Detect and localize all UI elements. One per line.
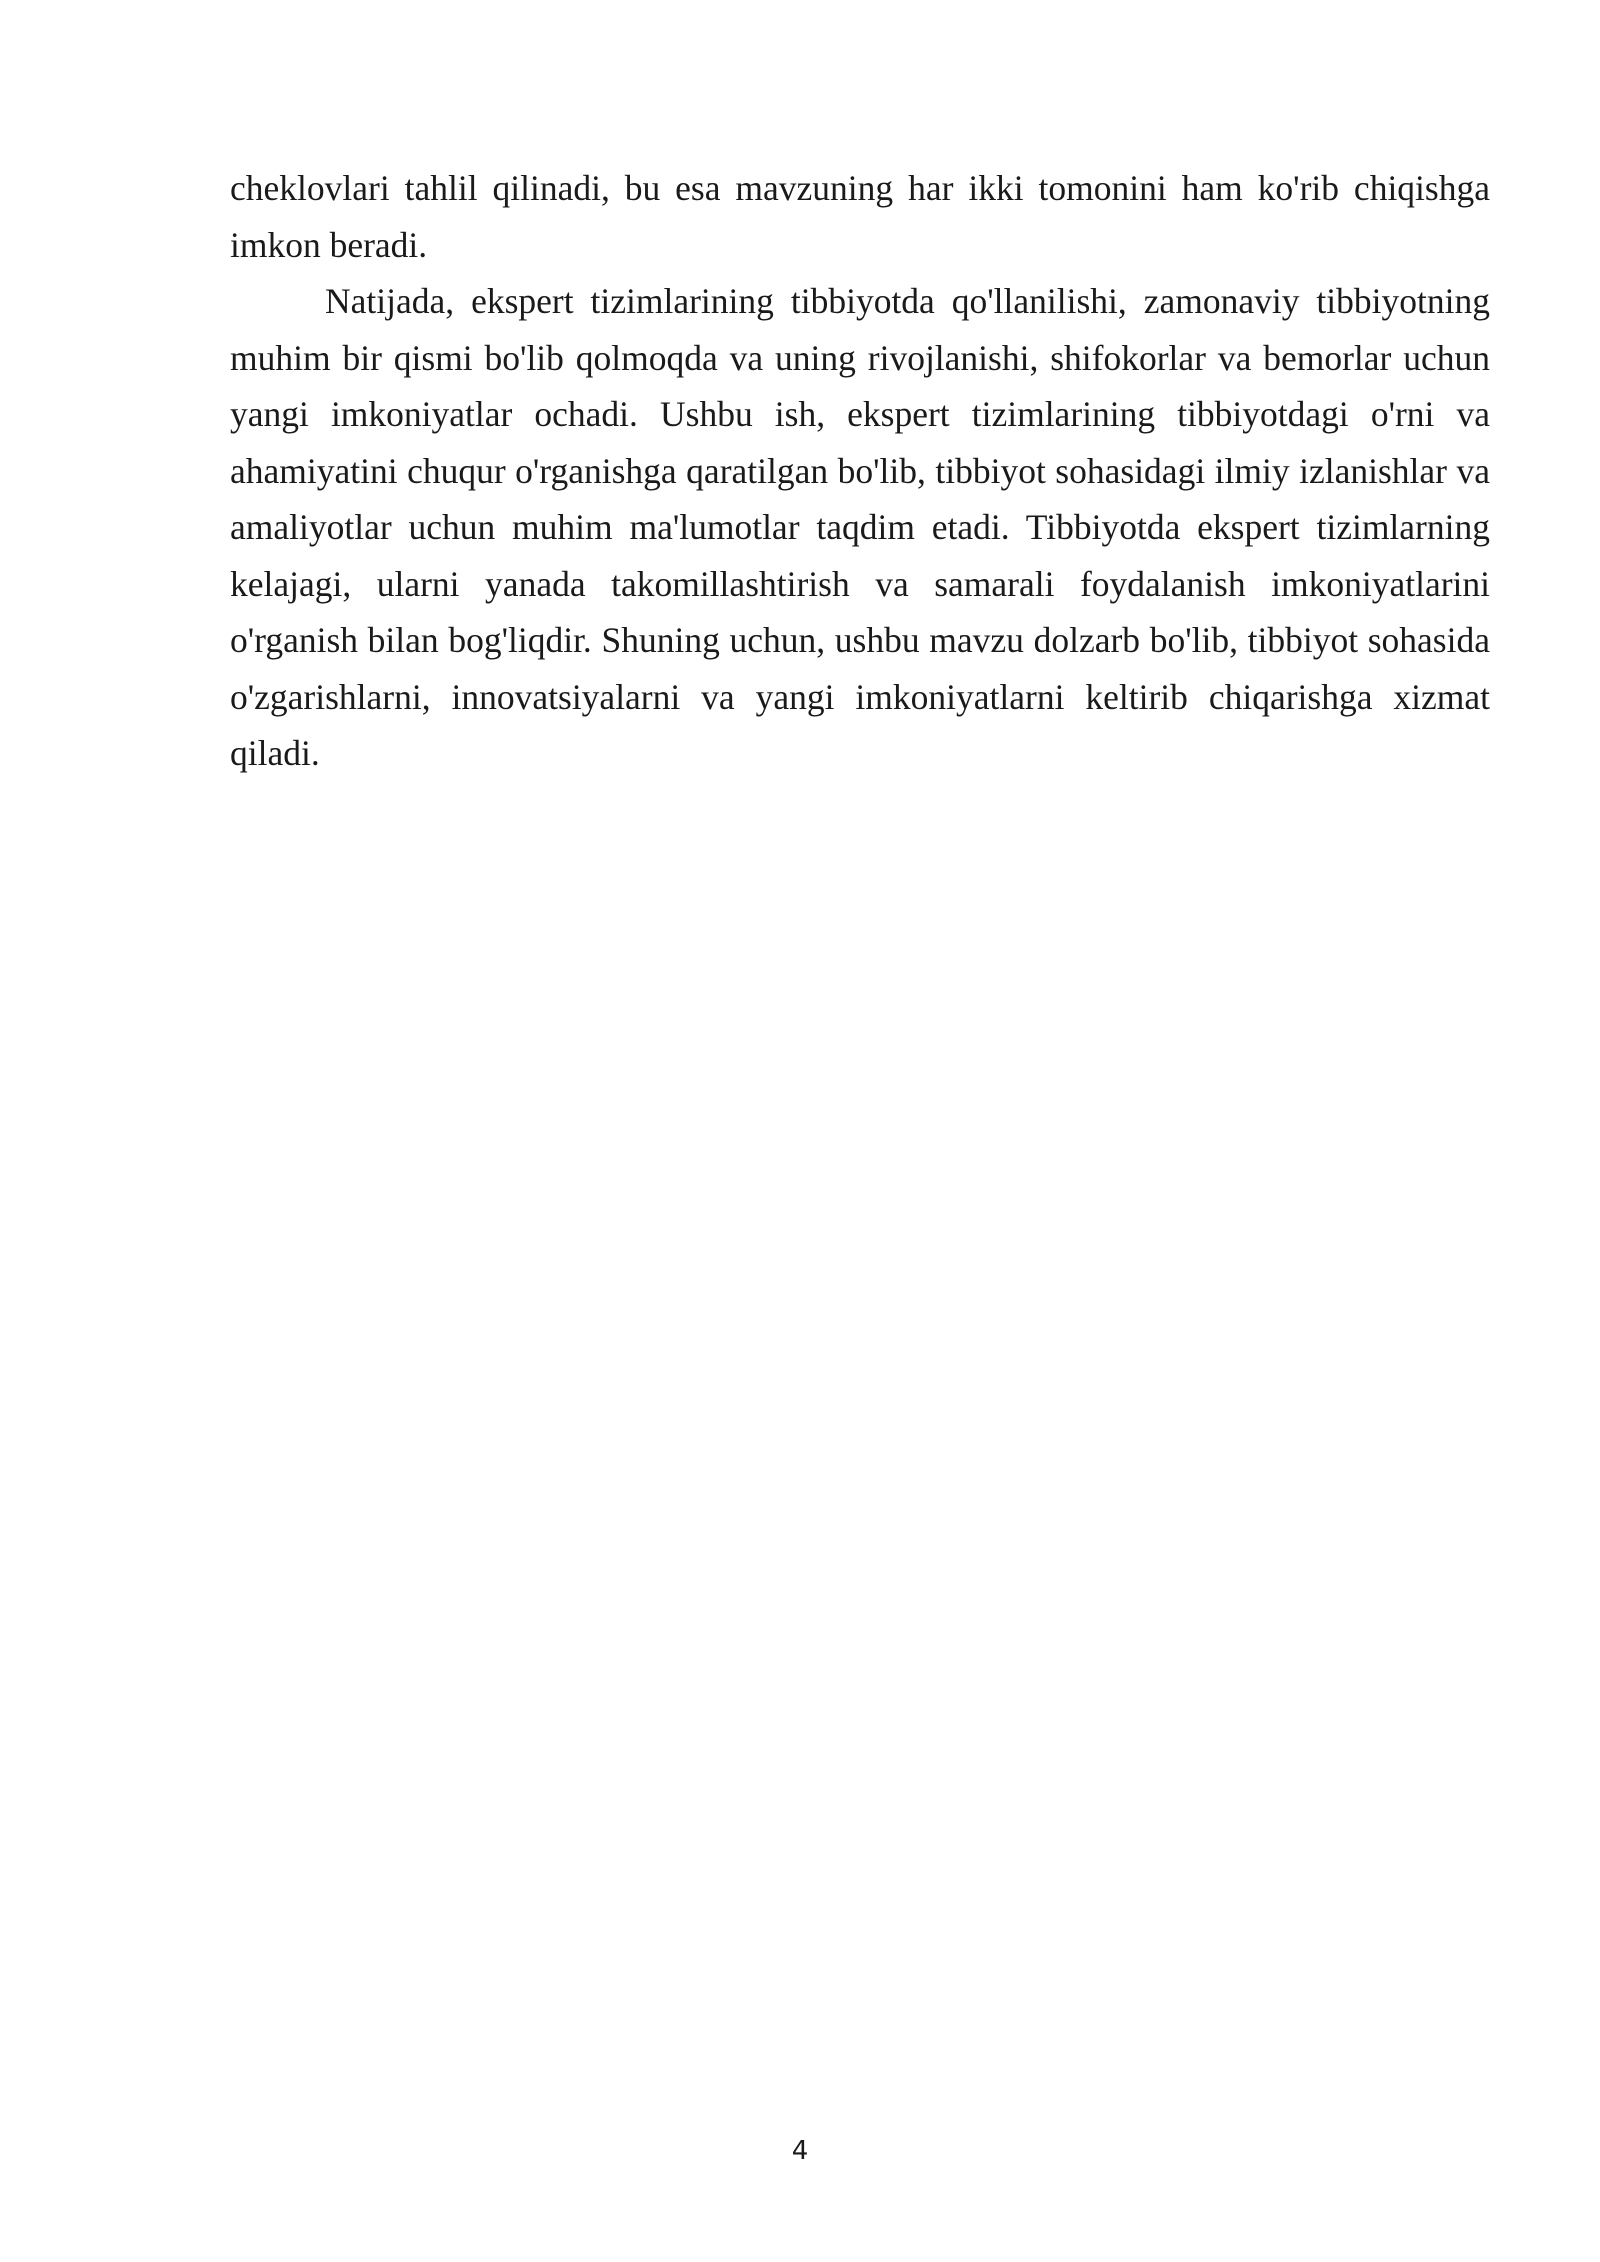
paragraph-continuation: cheklovlari tahlil qilinadi, bu esa mavzuning har ikki tomonini ham ko'rib chiqishga imkon beradi. [230, 168, 1490, 265]
body-text [230, 160, 1490, 782]
page-number: 4 [791, 2136, 809, 2166]
paragraph-conclusion: Natijada, ekspert tizimlarining tibbiyotda qo'llanilishi, zamonaviy tibbiyotning muhim bir qismi bo'lib qolmoqda va uning rivojlanishi, shifokorlar va bemorlar uchun yangi imkoniyatlar ochadi. Ushbu ish, ekspert tizimlarining tibbiyotdagi o'rni va ahamiyatini chuqur o'rganishga qaratilgan bo'lib, tibbiyot sohasidagi ilmiy izlanishlar va amaliyotlar uchun muhim ma'lumotlar taqdim etadi. Tibbiyotda ekspert tizimlarning kelajagi, ularni yanada takomillashtirish va samarali foydalanish imkoniyatlarini o'rganish bilan bog'liqdir. Shuning uchun, ushbu mavzu dolzarb bo'lib, tibbiyot sohasida o'zgarishlarni, innovatsiyalarni va yangi imkoniyatlarni keltirib chiqarishga xizmat qiladi. [230, 281, 1490, 773]
